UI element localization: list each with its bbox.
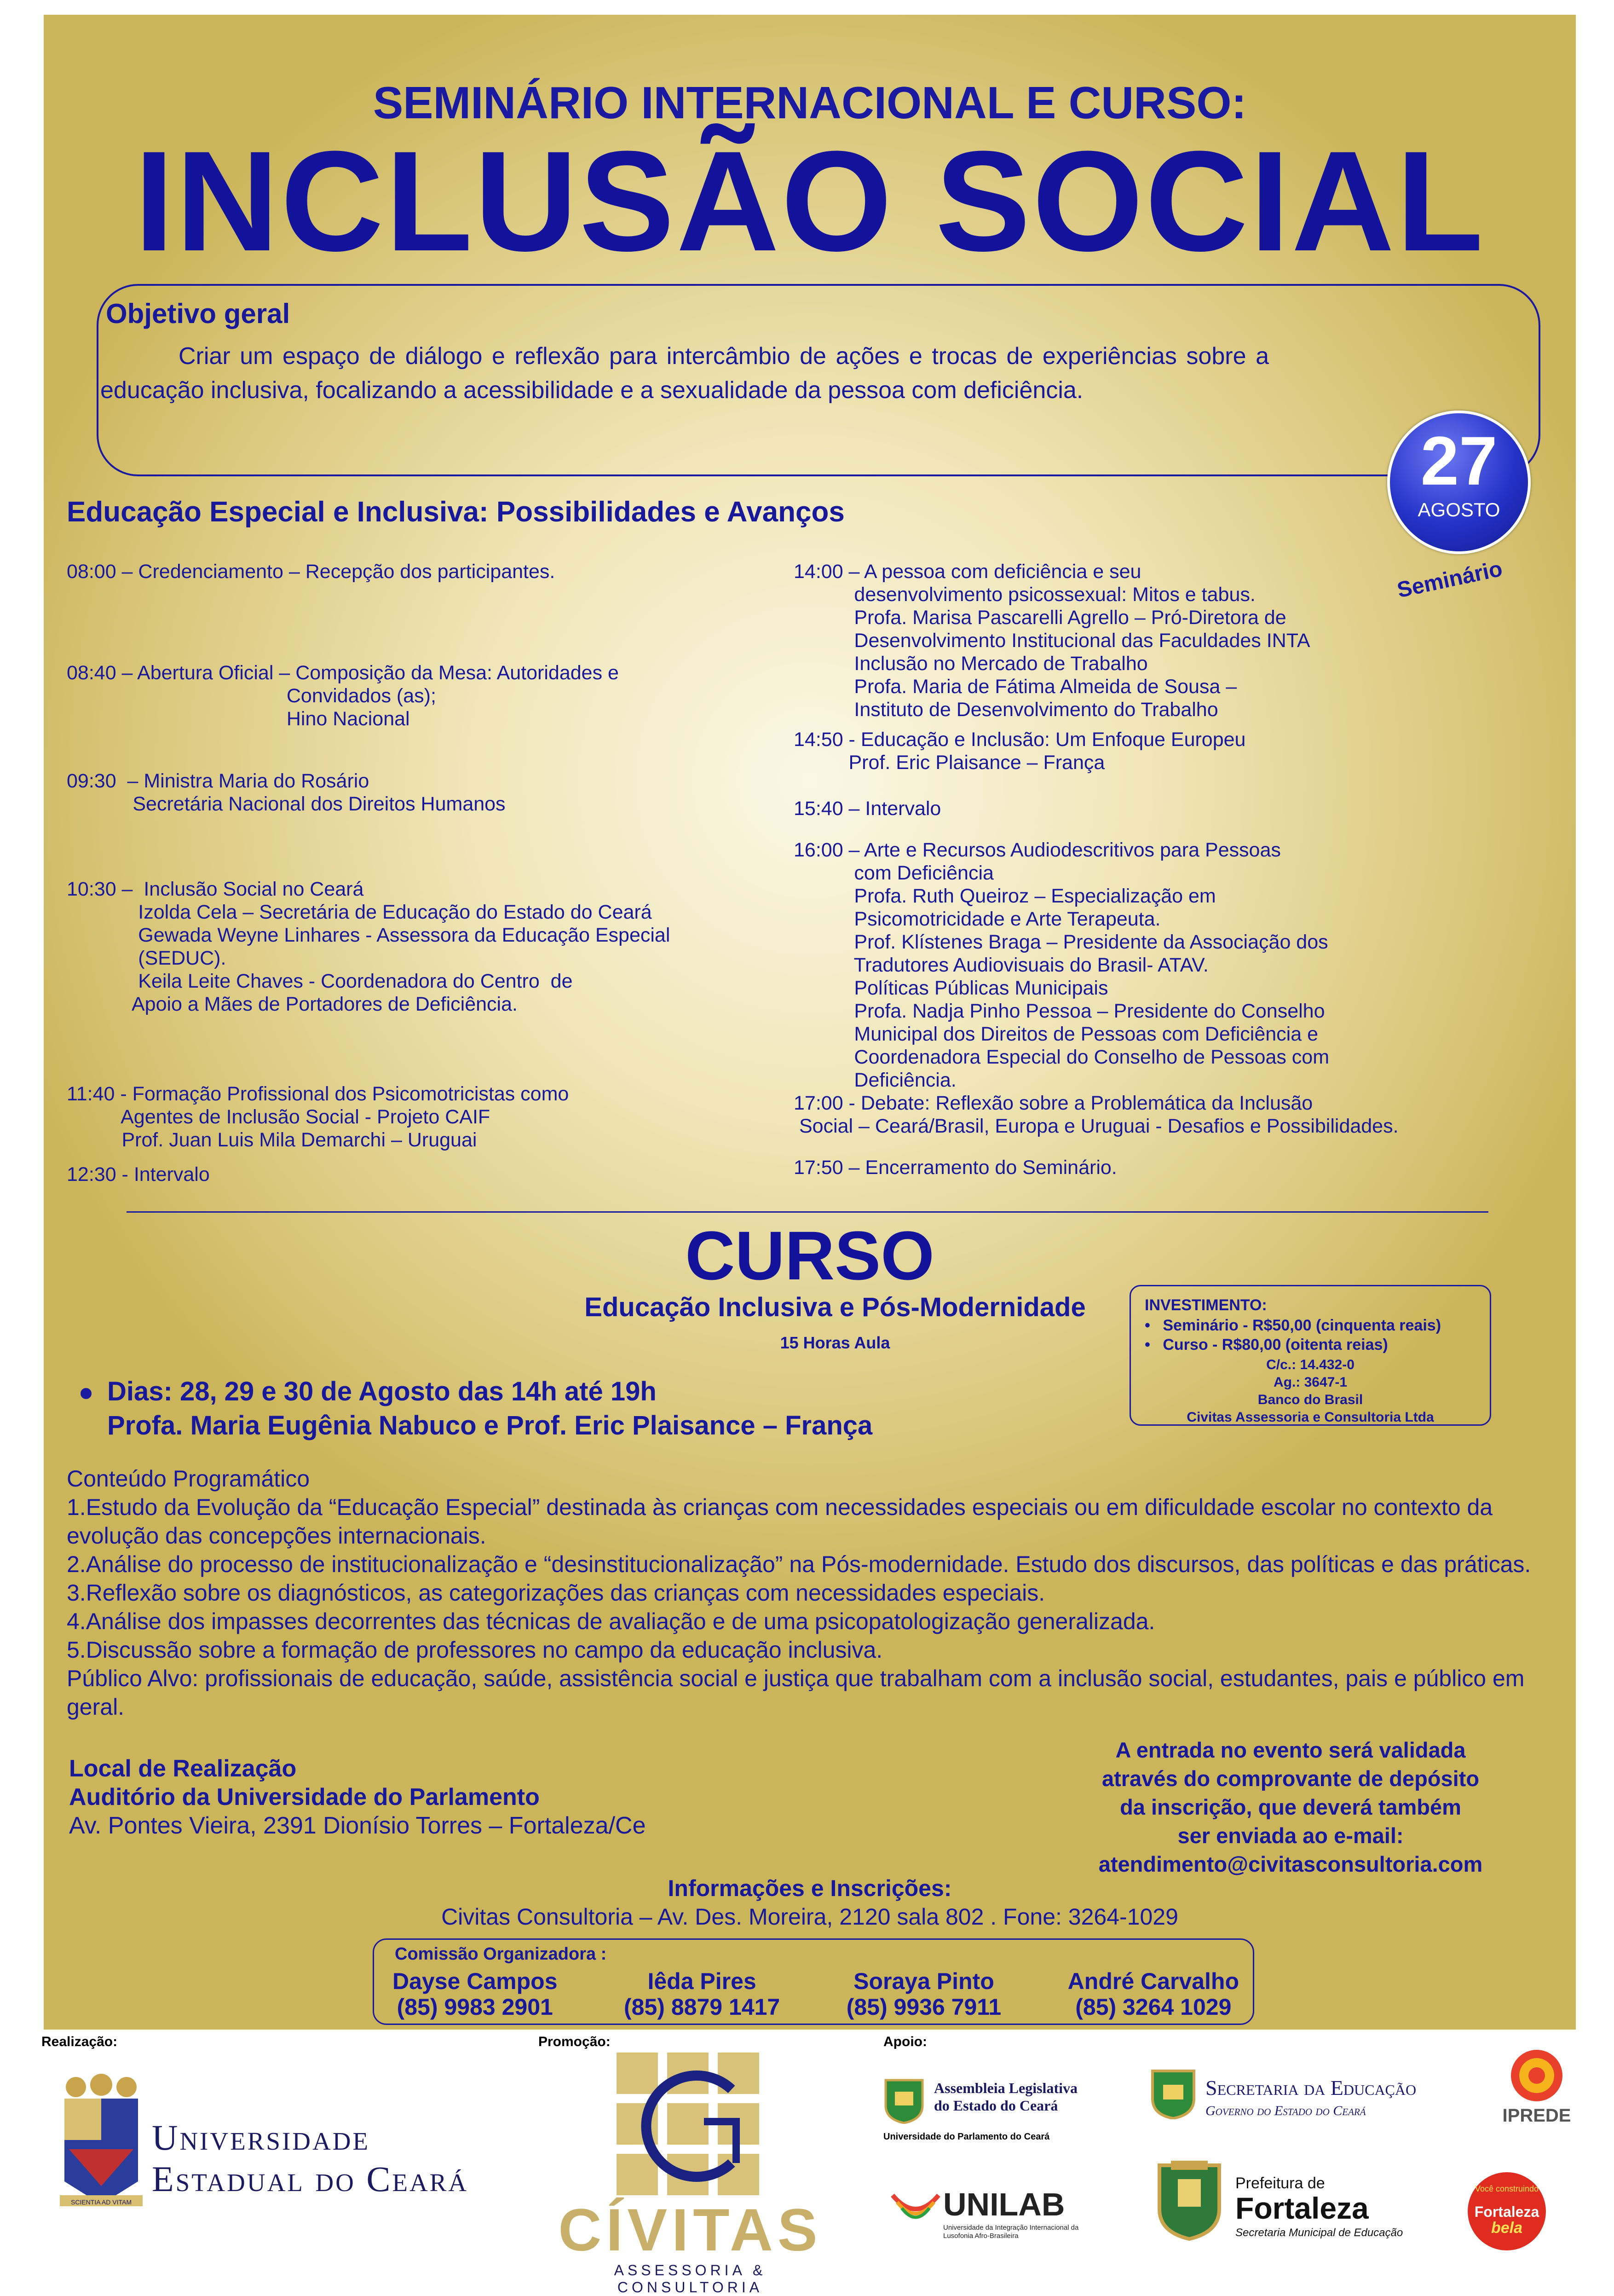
schedule-line: Apoio a Mães de Portadores de Deficiência. <box>67 993 518 1015</box>
schedule-line: Prof. Eric Plaisance – França <box>794 752 1105 774</box>
objetivo-text: Criar um espaço de diálogo e reflexão para intercâmbio de ações e trocas de experiências sobre a educação inclusiva, focalizando a acessibilidade e a sexualidade da pessoa com deficiência. <box>100 343 1269 404</box>
title-main: INCLUSÃO SOCIAL <box>134 121 1486 281</box>
schedule-line: Profa. Ruth Queiroz – Especialização em <box>794 885 1216 907</box>
aviso-line: A entrada no evento será validada <box>1115 1738 1466 1762</box>
schedule-line: Agentes de Inclusão Social - Projeto CAIF <box>67 1106 490 1128</box>
conteudo-programatico <box>67 1464 1557 1721</box>
programa-item: 2.Análise do processo de institucionalização e “desinstitucionalização” na Pós-modernidade. Estudo dos discursos, das políticas e das práticas. <box>67 1551 1531 1577</box>
left-slot <box>67 560 555 583</box>
member: Dayse Campos (85) 9983 2901 <box>392 1968 558 2020</box>
schedule-line: Psicomotricidade e Arte Terapeuta. <box>794 908 1161 930</box>
right-slot <box>794 560 1310 721</box>
comissao-members <box>392 1968 1239 2020</box>
schedule-line: com Deficiência <box>794 862 994 884</box>
schedule-line: Deficiência. <box>794 1069 957 1091</box>
investimento-box <box>1130 1285 1491 1426</box>
left-slot <box>67 1082 569 1151</box>
aviso-line: ser enviada ao e-mail: <box>1177 1823 1404 1848</box>
curso-info <box>81 1375 872 1443</box>
schedule-line: 14:50 - Educação e Inclusão: Um Enfoque Europeu <box>794 729 1246 751</box>
schedule-line: 11:40 - Formação Profissional dos Psicomotricistas como <box>67 1083 569 1105</box>
badge-month: AGOSTO <box>1418 499 1500 521</box>
local-place: Auditório da Universidade do Parlamento <box>69 1784 540 1810</box>
badge-day: 27 <box>1420 422 1498 499</box>
programa-title: Conteúdo Programático <box>67 1466 310 1492</box>
comissao-title: Comissão Organizadora : <box>395 1944 607 1964</box>
prefeitura-sub: Secretaria Municipal de Educação <box>1235 2227 1403 2239</box>
assembleia-crest-icon <box>883 2078 925 2124</box>
curso-title: CURSO <box>685 1217 934 1294</box>
civitas-subtitle: ASSESSORIA & CONSULTORIA <box>614 2262 767 2296</box>
prefeitura-label: Prefeitura de <box>1235 2175 1325 2192</box>
programa-item: 5.Discussão sobre a formação de professores no campo da educação inclusiva. <box>67 1637 883 1663</box>
uece-crest-icon <box>55 2071 147 2209</box>
uece-name: Universidade Estadual do Ceará <box>152 2117 469 2199</box>
account-number: C/c.: 14.432-0 <box>1266 1357 1355 1372</box>
left-slot <box>67 769 506 815</box>
schedule-line: Instituto de Desenvolvimento do Trabalho <box>794 699 1218 721</box>
curso-profs: Profa. Maria Eugênia Nabuco e Prof. Eric Plaisance – França <box>107 1411 873 1440</box>
contact-email[interactable]: atendimento@civitasconsultoria.com <box>1098 1852 1483 1876</box>
schedule-line: Desenvolvimento Institucional das Faculdades INTA <box>794 630 1310 652</box>
seduc-name: Secretaria da Educação <box>1205 2076 1417 2099</box>
company-name: Civitas Assessoria e Consultoria Ltda <box>1187 1410 1434 1425</box>
promocao-label: Promoção: <box>538 2034 611 2049</box>
aviso-line: através do comprovante de depósito <box>1101 1766 1480 1791</box>
schedule-line: (SEDUC). <box>67 947 226 969</box>
member: André Carvalho (85) 3264 1029 <box>1067 1968 1239 2020</box>
schedule-line: Inclusão no Mercado de Trabalho <box>794 653 1148 675</box>
schedule-line: Keila Leite Chaves - Coordenadora do Centro de <box>67 970 573 992</box>
schedule-line: 15:40 – Intervalo <box>794 798 941 820</box>
investimento-title: INVESTIMENTO: <box>1145 1296 1267 1314</box>
date-badge <box>1387 411 1531 554</box>
fortaleza-bela-logo: Você construindo Fortaleza bela <box>1468 2172 1546 2250</box>
assembleia-sub: Universidade do Parlamento do Ceará <box>883 2132 1050 2142</box>
prefeitura-crest-icon <box>1153 2158 1226 2241</box>
right-slot <box>794 839 1329 1092</box>
local-address: Av. Pontes Vieira, 2391 Dionísio Torres – Fortaleza/Ce <box>69 1812 646 1839</box>
schedule-line: Tradutores Audiovisuais do Brasil- ATAV. <box>794 954 1209 976</box>
aviso-line: da inscrição, que deverá também <box>1120 1795 1461 1819</box>
schedule-line: Hino Nacional <box>67 708 410 730</box>
schedule-line: 08:00 – Credenciamento – Recepção dos participantes. <box>67 561 555 583</box>
curso-hours: 15 Horas Aula <box>780 1333 890 1352</box>
assembleia-name: Assembleia Legislativa do Estado do Ceará <box>934 2080 1078 2114</box>
agency-number: Ag.: 3647-1 <box>1273 1375 1348 1390</box>
prefeitura-city: Fortaleza <box>1235 2191 1369 2225</box>
left-slot <box>67 1163 210 1186</box>
schedule-line: 12:30 - Intervalo <box>67 1163 210 1186</box>
objetivo-title: Objetivo geral <box>106 298 290 329</box>
right-slot <box>794 1092 1399 1138</box>
schedule-line: Políticas Públicas Municipais <box>794 977 1108 999</box>
curso-subtitle: Educação Inclusiva e Pós-Modernidade <box>584 1292 1086 1322</box>
schedule-line: Profa. Nadja Pinho Pessoa – Presidente do Conselho <box>794 1000 1325 1022</box>
right-slot <box>794 797 941 820</box>
member: Soraya Pinto (85) 9936 7911 <box>846 1968 1002 2020</box>
schedule-line: Gewada Weyne Linhares - Assessora da Educação Especial <box>67 924 670 946</box>
poster-background <box>44 15 1576 2030</box>
left-slot <box>67 661 619 730</box>
aviso-inscricao <box>1038 1736 1544 1879</box>
member: Iêda Pires (85) 8879 1417 <box>624 1968 780 2020</box>
schedule-line: 08:40 – Abertura Oficial – Composição da Mesa: Autoridades e <box>67 662 619 684</box>
apoio-label: Apoio: <box>883 2034 927 2049</box>
schedule-line: Convidados (as); <box>67 685 436 707</box>
seduc-crest-icon <box>1150 2069 1196 2119</box>
schedule-line: Prof. Juan Luis Mila Demarchi – Uruguai <box>67 1129 477 1151</box>
comissao-box <box>373 1938 1254 2025</box>
civitas-name: CÍVITAS <box>558 2196 822 2263</box>
programa-item: 4.Análise dos impasses decorrentes das técnicas de avaliação e de uma psicopatologização generalizada. <box>67 1608 1155 1634</box>
civitas-logo-icon <box>617 2053 764 2200</box>
seduc-sub: Governo do Estado do Ceará <box>1205 2103 1366 2118</box>
info-text: Civitas Consultoria – Av. Des. Moreira, 2120 sala 802 . Fone: 3264-1029 <box>441 1904 1178 1930</box>
local-title: Local de Realização <box>69 1755 297 1782</box>
badge-label: Seminário <box>1395 556 1505 603</box>
informacoes <box>44 1874 1576 1931</box>
realizacao-label: Realização: <box>41 2034 118 2049</box>
unilab-logo-icon <box>890 2191 941 2223</box>
schedule-line: Coordenadora Especial do Conselho de Pessoas com <box>794 1046 1330 1068</box>
seminario-subtitle: Educação Especial e Inclusiva: Possibilidades e Avanços <box>67 496 845 528</box>
programa-item: 3.Reflexão sobre os diagnósticos, as categorizações das crianças com necessidades especiais. <box>67 1580 1045 1606</box>
schedule-line: 17:50 – Encerramento do Seminário. <box>794 1157 1117 1179</box>
schedule-line: 09:30 – Ministra Maria do Rosário <box>67 770 369 792</box>
schedule-line: 16:00 – Arte e Recursos Audiodescritivos para Pessoas <box>794 839 1281 861</box>
right-slot <box>794 728 1245 774</box>
schedule-line: Prof. Klístenes Braga – Presidente da Associação dos <box>794 931 1328 953</box>
unilab-sub: Universidade da Integração Internacional da Lusofonia Afro-Brasileira <box>943 2224 1079 2240</box>
info-title: Informações e Inscrições: <box>668 1875 952 1901</box>
schedule-line: Izolda Cela – Secretária de Educação do Estado do Ceará <box>67 901 652 923</box>
programa-item: 1.Estudo da Evolução da “Educação Especial” destinada às crianças com necessidades especiais ou em dificuldade escolar no contexto da evolução das concepções internacionais. <box>67 1494 1493 1549</box>
section-divider <box>127 1211 1488 1213</box>
schedule-line: Profa. Marisa Pascarelli Agrello – Pró-Diretora de <box>794 607 1286 629</box>
schedule-line: desenvolvimento psicossexual: Mitos e tabus. <box>794 584 1256 606</box>
schedule-line: Secretária Nacional dos Direitos Humanos <box>67 793 506 815</box>
publico-alvo: Público Alvo: profissionais de educação, saúde, assistência social e justiça que trabalham com a inclusão social, estudantes, pais e público em geral. <box>67 1666 1525 1720</box>
uece-motto: SCIENTIA AD VITAM <box>71 2198 132 2206</box>
curso-dias: Dias: 28, 29 e 30 de Agosto das 14h até 19h <box>81 1375 872 1409</box>
schedule-line: 10:30 – Inclusão Social no Ceará <box>67 878 364 900</box>
bullet-icon <box>81 1388 92 1399</box>
unilab-name: UNILAB <box>943 2186 1065 2222</box>
schedule-line: 14:00 – A pessoa com deficiência e seu <box>794 561 1141 583</box>
left-slot <box>67 878 670 1016</box>
iprede-logo-icon <box>1504 2048 1569 2103</box>
right-slot <box>794 1156 1117 1179</box>
iprede-name: IPREDE <box>1502 2105 1571 2126</box>
investimento-details <box>1131 1356 1490 1426</box>
schedule-line: 17:00 - Debate: Reflexão sobre a Problemática da Inclusão <box>794 1092 1313 1114</box>
schedule-line: Profa. Maria de Fátima Almeida de Sousa – <box>794 676 1237 698</box>
bank-name: Banco do Brasil <box>1257 1392 1363 1407</box>
schedule-line: Social – Ceará/Brasil, Europa e Uruguai - Desafios e Possibilidades. <box>794 1115 1399 1137</box>
title-line1: SEMINÁRIO INTERNACIONAL E CURSO: <box>373 77 1247 128</box>
investimento-item: • Curso - R$80,00 (oitenta reias) <box>1145 1336 1388 1353</box>
schedule-line: Municipal dos Direitos de Pessoas com Deficiência e <box>794 1023 1318 1045</box>
local-realizacao <box>69 1754 646 1840</box>
investimento-item: • Seminário - R$50,00 (cinquenta reais) <box>1145 1317 1441 1334</box>
